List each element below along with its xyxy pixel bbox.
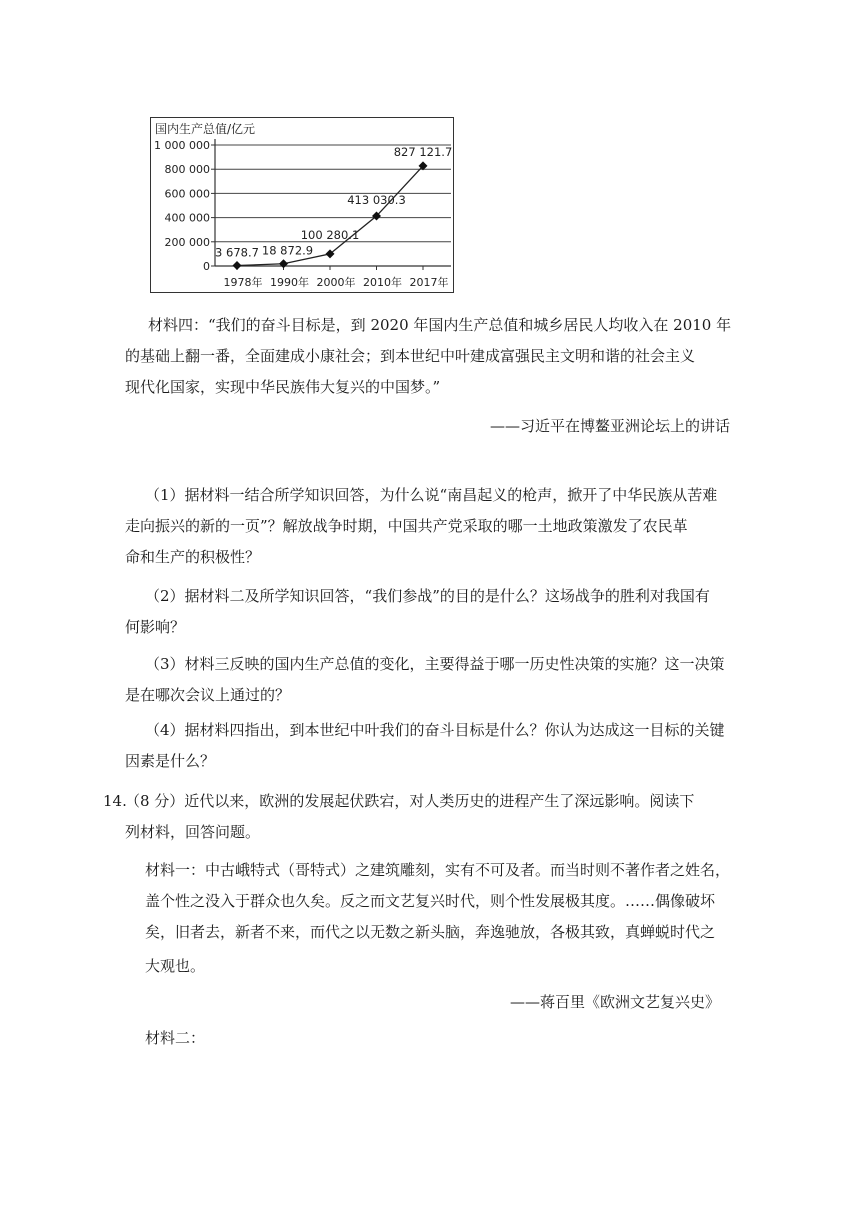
question-4-line: 因素是什么？ — [125, 752, 216, 770]
y-tick-label: 800 000 — [164, 163, 210, 177]
material-1-source: ——蒋百里《欧洲文艺复兴史》 — [509, 993, 720, 1011]
material-1-line: 材料一：中古峨特式（哥特式）之建筑雕刻，实有不可及者。而当时则不著作者之姓名， — [145, 861, 731, 879]
question-3-line: 是在哪次会议上通过的？ — [125, 686, 291, 704]
data-label: 413 030.3 — [347, 193, 406, 208]
data-point — [279, 259, 288, 268]
question-2-line: （2）据材料二及所学知识回答，“我们参战”的目的是什么？这场战争的胜利对我国有 — [145, 587, 710, 605]
data-label: 18 872.9 — [261, 243, 314, 258]
material-4-line: 材料四：“我们的奋斗目标是，到 2020 年国内生产总值和城乡居民人均收入在 2010 年 — [148, 316, 732, 334]
y-tick-label: 0 — [203, 260, 210, 273]
x-tick-label: 1978年 — [223, 276, 263, 289]
data-label: 827 121.7 — [393, 144, 453, 159]
gdp-chart — [150, 117, 454, 293]
data-point — [233, 261, 242, 270]
material-1-line: 盖个性之没入于群众也久矣。反之而文艺复兴时代，则个性发展极其度。……偶像破坏 — [145, 892, 716, 910]
y-tick-label: 600 000 — [164, 187, 210, 201]
question-1-line: 命和生产的积极性？ — [125, 548, 261, 566]
question-3-line: （3）材料三反映的国内生产总值的变化，主要得益于哪一历史性决策的实施？这一决策 — [145, 655, 725, 673]
x-tick-label: 1990年 — [270, 276, 309, 289]
question-4-line: （4）据材料四指出，到本世纪中叶我们的奋斗目标是什么？你认为达成这一目标的关键 — [145, 721, 725, 739]
y-axis-label: 国内生产总值/亿元 — [155, 122, 256, 136]
y-tick-label: 1 000 000 — [154, 139, 210, 152]
question-14-number: 14. — [103, 792, 127, 810]
material-4-source: ——习近平在博鳌亚洲论坛上的讲话 — [489, 417, 730, 435]
y-tick-label: 400 000 — [164, 211, 210, 225]
question-2-line: 何影响？ — [125, 618, 186, 636]
material-1-line: 矣，旧者去，新者不来，而代之以无数之新头脑，奔逸驰放，各极其致，真蝉蜕时代之 — [145, 923, 716, 941]
x-tick-label: 2010年 — [363, 276, 402, 289]
data-label: 100 280.1 — [300, 227, 360, 242]
x-tick-label: 2000年 — [316, 276, 356, 289]
gdp-line-chart — [151, 118, 455, 294]
question-14-line: 列材料，回答问题。 — [125, 823, 261, 841]
data-label: 3 678.7 — [215, 245, 259, 260]
question-1-line: （1）据材料一结合所学知识回答，为什么说“南昌起义的枪声，掀开了中华民族从苦难 — [145, 486, 718, 504]
material-1-line: 大观也。 — [145, 957, 206, 975]
question-14-line: （8 分）近代以来，欧洲的发展起伏跌宕，对人类历史的进程产生了深远影响。阅读下 — [125, 792, 695, 810]
material-2-label: 材料二： — [145, 1029, 206, 1047]
question-1-line: 走向振兴的新的一页”？解放战争时期，中国共产党采取的哪一土地政策激发了农民革 — [125, 517, 688, 535]
x-tick-label: 2017年 — [409, 276, 449, 289]
material-4-line: 现代化国家，实现中华民族伟大复兴的中国梦。” — [125, 378, 441, 396]
y-tick-label: 200 000 — [164, 235, 210, 249]
material-4-line: 的基础上翻一番，全面建成小康社会；到本世纪中叶建成富强民主文明和谐的社会主义 — [125, 347, 696, 365]
